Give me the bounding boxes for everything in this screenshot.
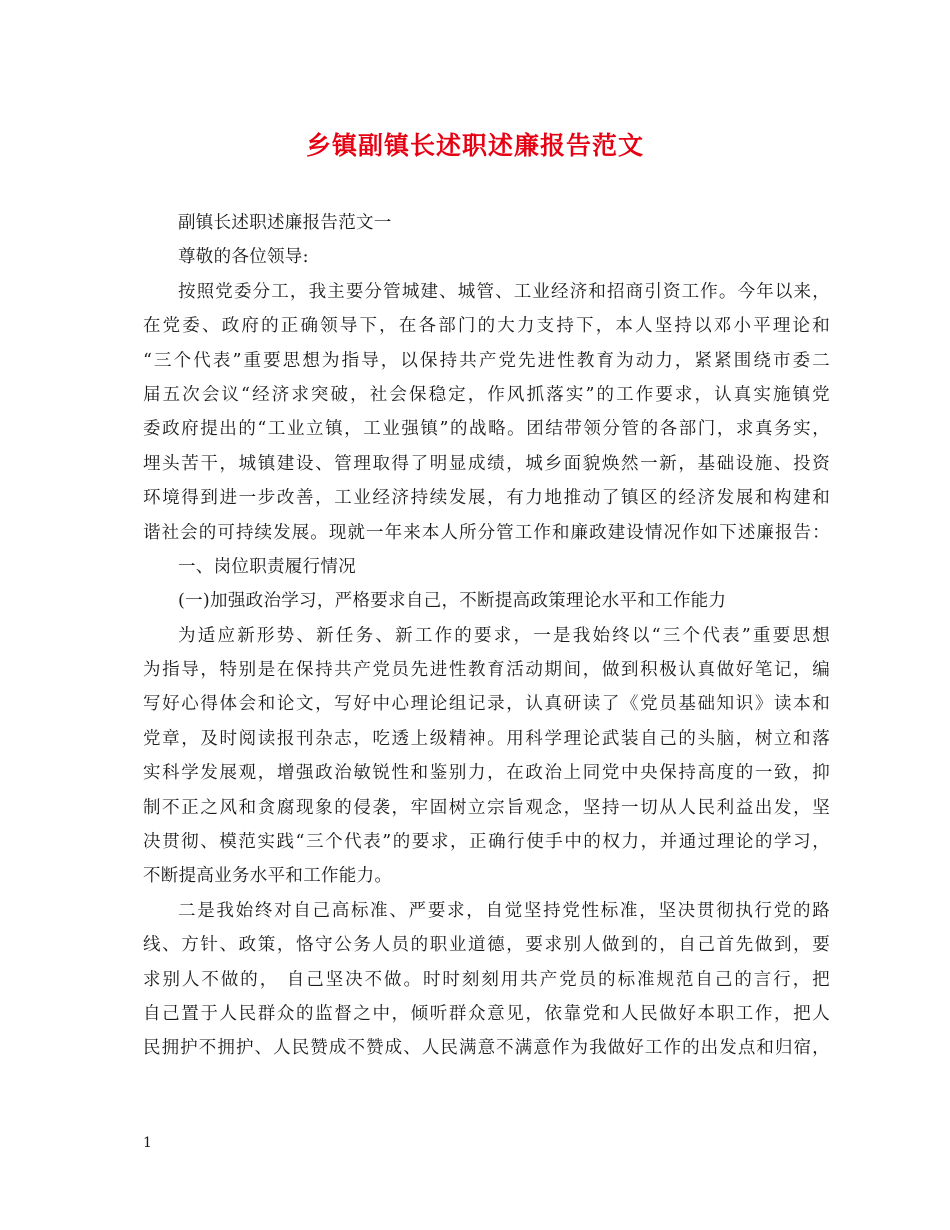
text-line: 实科学发展观，增强政治敏锐性和鉴别力，在政治上同党中央保持高度的一致，抑 [143, 763, 830, 784]
text-line: 环境得到进一步改善，工业经济持续发展，有力地推动了镇区的经济发展和构建和 [143, 488, 830, 509]
text-line: 党章，及时阅读报刊杂志，吃透上级精神。用科学理论武装自己的头脑，树立和落 [143, 728, 830, 749]
text-line: 求别人不做的， 自己坚决不做。时时刻刻用共产党员的标准规范自己的言行，把 [143, 969, 830, 990]
subsection-heading: (一)加强政治学习，严格要求自己，不断提高政策理论水平和工作能力 [178, 591, 727, 612]
text-line: 自己置于人民群众的监督之中，倾听群众意见，依靠党和人民做好本职工作，把人 [143, 1003, 830, 1024]
document-title: 乡镇副镇长述职述廉报告范文 [305, 131, 644, 160]
text-line: 二是我始终对自己高标准、严要求，自觉坚持党性标准，坚决贯彻执行党的路 [178, 900, 830, 921]
page-number: 1 [143, 1135, 152, 1151]
text-line: 埋头苦干，城镇建设、管理取得了明显成绩，城乡面貌焕然一新，基础设施、投资 [143, 453, 830, 474]
text-line: 不断提高业务水平和工作能力。 [143, 866, 393, 887]
text-line: 副镇长述职述廉报告范文一 [178, 213, 392, 233]
text-line: 尊敬的各位领导: [178, 247, 309, 268]
text-line: 为指导，特别是在保持共产党员先进性教育活动期间，做到积极认真做好笔记，编 [143, 660, 830, 681]
text-line: 民拥护不拥护、人民赞成不赞成、人民满意不满意作为我做好工作的出发点和归宿， [143, 1038, 830, 1059]
text-line: 为适应新形势、新任务、新工作的要求，一是我始终以“三个代表”重要思想 [178, 625, 830, 646]
section-heading: 一、岗位职责履行情况 [178, 556, 356, 577]
text-line: 在党委、政府的正确领导下，在各部门的大力支持下，本人坚持以邓小平理论和 [143, 316, 830, 337]
text-line: 线、方针、政策，恪守公务人员的职业道德，要求别人做到的，自己首先做到，要 [143, 935, 830, 956]
text-line: 按照党委分工，我主要分管城建、城管、工业经济和招商引资工作。今年以来， [178, 281, 830, 302]
text-line: 制不正之风和贪腐现象的侵袭，牢固树立宗旨观念，坚持一切从人民利益出发，坚 [143, 797, 830, 818]
document-body [143, 206, 830, 1066]
text-line: “三个代表”重要思想为指导，以保持共产党先进性教育为动力，紧紧围绕市委二 [143, 350, 830, 371]
text-line: 届五次会议“经济求突破，社会保稳定，作风抓落实”的工作要求，认真实施镇党 [143, 384, 830, 405]
text-line: 写好心得体会和论文，写好中心理论组记录，认真研读了《党员基础知识》读本和 [143, 694, 830, 715]
text-line: 谐社会的可持续发展。现就一年来本人所分管工作和廉政建设情况作如下述廉报告： [143, 522, 830, 543]
text-line: 决贯彻、模范实践“三个代表”的要求，正确行使手中的权力，并通过理论的学习， [143, 832, 830, 853]
text-line: 委政府提出的“工业立镇，工业强镇”的战略。团结带领分管的各部门，求真务实， [143, 419, 830, 440]
